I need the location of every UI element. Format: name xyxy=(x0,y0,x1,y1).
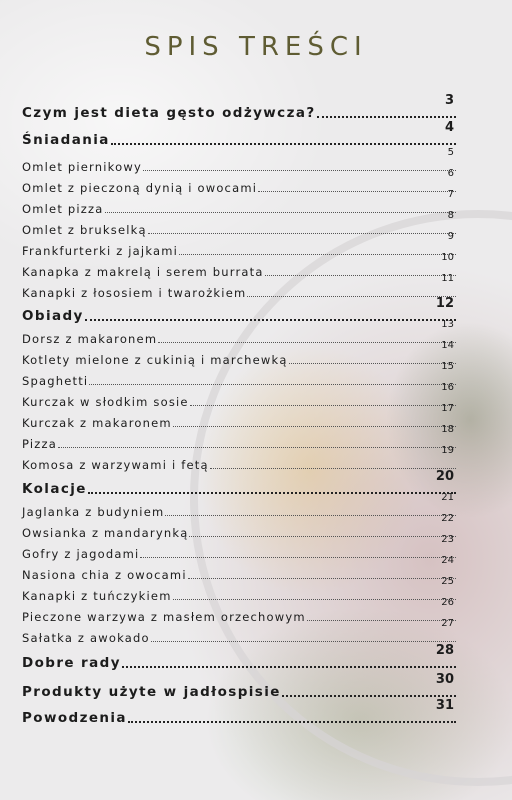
toc-recipe-entry[interactable] xyxy=(22,147,456,174)
toc-entry-label: Pieczone warzywa z masłem orzechowym xyxy=(22,610,306,624)
toc-page-number: 14 xyxy=(441,340,454,351)
toc-entry-label: Omlet pizza xyxy=(22,202,104,216)
toc-page-number: 19 xyxy=(441,445,454,456)
toc-entry-label: Kanapki z tuńczykiem xyxy=(22,589,172,603)
dot-leader xyxy=(143,170,456,171)
toc-page-number: 16 xyxy=(441,382,454,393)
toc-section-entry[interactable] xyxy=(22,469,456,497)
toc-entry-label: Sałatka z awokado xyxy=(22,631,150,645)
toc-page-number: 10 xyxy=(441,252,454,263)
toc-page-number: 8 xyxy=(447,210,454,221)
toc-entry-label: Frankfurterki z jajkami xyxy=(22,244,179,258)
toc-section-entry[interactable] xyxy=(22,120,456,148)
dot-leader xyxy=(317,116,456,118)
toc-recipe-entry[interactable] xyxy=(22,513,456,540)
dot-leader xyxy=(58,447,456,448)
toc-page-number: 7 xyxy=(447,189,454,200)
toc-section-entry[interactable] xyxy=(22,698,456,726)
toc-page-number: 13 xyxy=(441,319,454,330)
toc-recipe-entry[interactable] xyxy=(22,403,456,430)
toc-page-number: 17 xyxy=(441,403,454,414)
dot-leader xyxy=(173,599,456,600)
toc-recipe-entry[interactable] xyxy=(22,210,456,237)
toc-entry-label: Dorsz z makaronem xyxy=(22,332,158,346)
toc-entry-label: Śniadania xyxy=(22,132,110,148)
toc-recipe-entry[interactable] xyxy=(22,273,456,300)
toc-recipe-entry[interactable] xyxy=(22,382,456,409)
toc-page-number: 9 xyxy=(447,231,454,242)
dot-leader xyxy=(282,695,456,697)
dot-leader xyxy=(122,666,456,668)
dot-leader xyxy=(265,275,456,276)
toc-entry-label: Kurczak z makaronem xyxy=(22,416,172,430)
toc-entry-label: Produkty użyte w jadłospisie xyxy=(22,684,281,700)
toc-page-number: 15 xyxy=(441,361,454,372)
toc-entry-label: Omlet z brukselką xyxy=(22,223,147,237)
toc-entry-label: Kanapka z makrelą i serem burrata xyxy=(22,265,264,279)
toc-recipe-entry[interactable] xyxy=(22,340,456,367)
toc-entry-label: Owsianka z mandarynką xyxy=(22,526,189,540)
toc-section-entry[interactable] xyxy=(22,93,456,121)
toc-page-number: 26 xyxy=(441,597,454,608)
toc-entry-label: Komosa z warzywami i fetą xyxy=(22,458,209,472)
toc-recipe-entry[interactable] xyxy=(22,252,456,279)
dot-leader xyxy=(289,363,456,364)
dot-leader xyxy=(128,721,456,723)
dot-leader xyxy=(148,233,456,234)
toc-recipe-entry[interactable] xyxy=(22,424,456,451)
toc-page-number: 20 xyxy=(435,469,454,484)
toc-section-entry[interactable] xyxy=(22,296,456,324)
toc-entry-label: Omlet z pieczoną dynią i owocami xyxy=(22,181,258,195)
toc-entry-label: Kolacje xyxy=(22,481,87,497)
toc-recipe-entry[interactable] xyxy=(22,445,456,472)
dot-leader xyxy=(179,254,456,255)
dot-leader xyxy=(165,515,456,516)
dot-leader xyxy=(258,191,456,192)
toc-entry-label: Nasiona chia z owocami xyxy=(22,568,187,582)
toc-entry-label: Omlet piernikowy xyxy=(22,160,142,174)
dot-leader xyxy=(105,212,456,213)
toc-entry-label: Obiady xyxy=(22,308,84,324)
dot-leader xyxy=(89,384,456,385)
toc-page-number: 18 xyxy=(441,424,454,435)
toc-recipe-entry[interactable] xyxy=(22,361,456,388)
toc-entry-label: Kurczak w słodkim sosie xyxy=(22,395,189,409)
toc-recipe-entry[interactable] xyxy=(22,189,456,216)
dot-leader xyxy=(88,492,456,494)
dot-leader xyxy=(189,536,456,537)
toc-page-number: 5 xyxy=(447,147,454,158)
dot-leader xyxy=(188,578,456,579)
toc-entry-label: Jaglanka z budyniem xyxy=(22,505,165,519)
page-title: SPIS TREŚCI xyxy=(144,32,368,62)
toc-page-number: 12 xyxy=(435,296,454,311)
toc-page-number: 21 xyxy=(441,492,454,503)
toc-page-number: 22 xyxy=(441,513,454,524)
toc-page-number: 31 xyxy=(435,698,454,713)
toc-page-number: 28 xyxy=(435,643,454,658)
dot-leader xyxy=(247,296,456,297)
dot-leader xyxy=(111,143,456,145)
dot-leader xyxy=(307,620,456,621)
toc-entry-label: Dobre rady xyxy=(22,655,121,671)
toc-entry-label: Kanapki z łososiem i twarożkiem xyxy=(22,286,247,300)
dot-leader xyxy=(85,319,456,321)
toc-section-entry[interactable] xyxy=(22,643,456,671)
dot-leader xyxy=(140,557,456,558)
toc-recipe-entry[interactable] xyxy=(22,231,456,258)
toc-recipe-entry[interactable] xyxy=(22,618,456,645)
toc-page-number: 24 xyxy=(441,555,454,566)
dot-leader xyxy=(158,342,456,343)
toc-page-number: 6 xyxy=(447,168,454,179)
toc-entry-label: Powodzenia xyxy=(22,710,127,726)
toc-recipe-entry[interactable] xyxy=(22,576,456,603)
toc-page-number: 25 xyxy=(441,576,454,587)
toc-section-entry[interactable] xyxy=(22,672,456,700)
toc-page-number: 3 xyxy=(444,93,454,108)
toc-page-number: 11 xyxy=(441,273,454,284)
toc-page-number: 23 xyxy=(441,534,454,545)
toc-page-number: 30 xyxy=(435,672,454,687)
dot-leader xyxy=(151,641,456,642)
toc-entry-label: Spaghetti xyxy=(22,374,89,388)
dot-leader xyxy=(190,405,456,406)
toc-recipe-entry[interactable] xyxy=(22,555,456,582)
toc-entry-label: Pizza xyxy=(22,437,57,451)
dot-leader xyxy=(210,468,456,469)
dot-leader xyxy=(173,426,456,427)
toc-recipe-entry[interactable] xyxy=(22,534,456,561)
toc-recipe-entry[interactable] xyxy=(22,492,456,519)
toc-entry-label: Czym jest dieta gęsto odżywcza? xyxy=(22,105,316,121)
toc-recipe-entry[interactable] xyxy=(22,597,456,624)
toc-recipe-entry[interactable] xyxy=(22,168,456,195)
toc-entry-label: Kotlety mielone z cukinią i marchewką xyxy=(22,353,288,367)
toc-entry-label: Gofry z jagodami xyxy=(22,547,140,561)
toc-page-number: 27 xyxy=(441,618,454,629)
toc-page-number: 4 xyxy=(444,120,454,135)
toc-recipe-entry[interactable] xyxy=(22,319,456,346)
